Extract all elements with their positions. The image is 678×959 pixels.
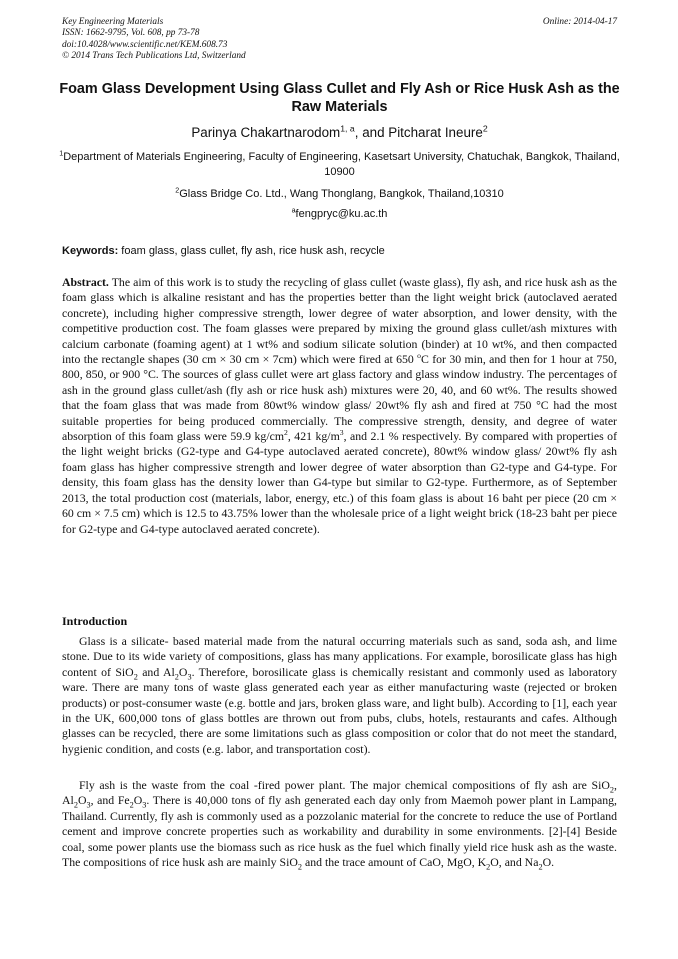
abstract (62, 275, 617, 537)
abstract-text-2: C for 30 min, and then for 1 hour at 750, 800, 850, or 900 °C. The sources of glass cullet were art glass factory and glass window industry. The percentages of ash in the ground glass cullet/ash (fly ash or rice husk ash) mixtures were 20, 40, and 60 wt%. The results showed that the foam glass that was made from 80wt% window glass/ 20wt% fly ash and fired at 750 °C had the most suitable properties for being produced commercially. The compressive strength, density, and degree of water absorption of this foam glass were 59.9 kg/cm (62, 352, 618, 444)
section-heading-introduction: Introduction (62, 614, 128, 628)
author-1: Parinya Chakartnarodom (191, 125, 341, 140)
p2-text-i: O. (542, 855, 555, 870)
abstract-text-3: , 421 kg/m (287, 429, 340, 444)
journal-copyright: © 2014 Trans Tech Publications Ltd, Switzerland (62, 50, 246, 61)
p1-text-d: . Therefore, borosilicate glass is chemically resistant and commonly used as laboratory ware. There are many tons of waste glass generated each year as either manufacturing waste (rejected or broken products) or post-consumer waste (e.g. bottle and jars, broken glass ware, and light bulb). According to [1], each year in the UK, 600,000 tons of glass bottles are thrown out from pubs, clubs, hotels, restaurants and cafes. Although glasses can be recycled, there are some limitations such as glass composition or color that do not meet the standard, hygienic condition, and costs (e.g. labor, and transportation cost). (62, 664, 617, 756)
affiliation-1-mark: 1 (59, 149, 64, 158)
keywords-label: Keywords: (62, 245, 119, 257)
affiliation-2-text: Glass Bridge Co. Ltd., Wang Thonglang, Bangkok, Thailand,10310 (179, 188, 504, 200)
squared-mark: 2 (284, 428, 288, 438)
p2-text-g: and the trace amount of CaO, MgO, K (302, 855, 487, 870)
p2-text-e: O (133, 793, 143, 808)
abstract-text-4: , and 2.1 % respectively. By compared with properties of the light weight bricks (G2-type and G4-type autoclaved aerated concrete), 80wt% window glass/ 20wt% fly ash foam glass has higher compressive strength and lower degree of water absorption than G2-type and G4-type. For density, this foam glass has the density lower than G4-type but similar to G2-type. Furthermore, as of September 2013, the total production cost (materials, labor, energy, etc.) of this foam glass is about 16 baht per piece (20 cm × 60 cm × 7.5 cm) which is 12.5 to 43.75% lower than the wholesale price of a light weight brick (18-23 baht per piece for G2-type and G4-type autoclaved aerated concrete). (62, 429, 618, 536)
abstract-text-1: The aim of this work is to study the recycling of glass cullet (waste glass), fly ash, and rice husk ash as the foam glass which is alkaline resistant and has the properties better than the light weight brick (autoclaved aerated concrete), including higher compressive strength, lower degree of water absorption, and lower density, with the competitive production cost. The foam glasses were prepared by mixing the ground glass cullet/ash mixtures with calcium carbonate (foaming agent) at 1 wt% and sodium silicate solution (binder) at 10 wt%, and then compacted into the rectangle shapes (30 cm × 30 cm × 7cm) which were fired at 650 (62, 275, 617, 367)
author-2: Pitcharat Ineure (388, 125, 483, 140)
corresponding-email (58, 207, 621, 222)
p2-text-b: , Al (62, 778, 617, 808)
intro-paragraph-2 (62, 778, 617, 870)
p2-text-f: . There is 40,000 tons of fly ash generated each day only from Maemoh power plant in Lampang, Thailand. Currently, fly ash is commonly used as a pozzolanic material for the concrete to reduce the use of Portland cement and improve concrete properties such as workability and durability in some environments. [2]-[4] Beside coal, some power plants use the biomass such as rice husk as the fuel which finally yield rice husk ash as the waste. The compositions of rice husk ash are mainly SiO (62, 793, 617, 870)
p2-sub-d: 2 (129, 800, 134, 810)
p2-sub-h: 2 (538, 862, 543, 872)
author-line (58, 124, 621, 141)
affiliation-2 (58, 187, 621, 202)
affiliation-2-mark: 2 (175, 186, 180, 195)
journal-header (62, 17, 617, 62)
author-1-marks: 1, a (340, 123, 355, 134)
cubed-mark: 3 (339, 428, 344, 438)
journal-issn: ISSN: 1662-9795, Vol. 608, pp 73-78 (62, 28, 200, 39)
intro-paragraph-1 (62, 634, 617, 757)
p2-text-h: O, and Na (490, 855, 539, 870)
email-mark: a (291, 206, 296, 215)
p1-text-c: O (178, 664, 188, 679)
p2-sub-f: 2 (297, 862, 303, 872)
p2-sub-c: 3 (86, 800, 91, 810)
p2-text-d: , and Fe (90, 793, 130, 808)
p2-sub-a: 2 (609, 785, 615, 795)
journal-name: Key Engineering Materials (62, 17, 164, 27)
journal-doi: doi:10.4028/www.scientific.net/KEM.608.73 (62, 39, 228, 50)
p1-text-a: Glass is a silicate- based material made from the natural occurring materials such as sand, soda ash, and lime stone. Due to its wide variety of compositions, glass has many applications. For example, borosilicate glass has high content of SiO (62, 634, 617, 679)
p2-sub-b: 2 (73, 800, 78, 810)
affiliation-1 (58, 150, 621, 180)
author-joiner: , and (354, 125, 389, 140)
keywords-text: foam glass, glass cullet, fly ash, rice husk ash, recycle (118, 245, 385, 257)
author-2-marks: 2 (482, 123, 488, 134)
abstract-label: Abstract. (62, 275, 109, 289)
online-date: Online: 2014-04-17 (542, 17, 617, 27)
email-address: fengpryc@ku.ac.th (295, 208, 388, 220)
p1-text-b: and Al (137, 664, 175, 679)
degree-mark: o (417, 351, 421, 361)
p2-text-c: O (77, 793, 87, 808)
keywords (62, 244, 617, 258)
affiliation-1-text: Department of Materials Engineering, Faculty of Engineering, Kasetsart University, Chatuchak, Bangkok, Thailand, 10900 (63, 151, 620, 178)
p1-sub-c: 3 (187, 672, 192, 682)
p1-sub-a: 2 (133, 672, 138, 682)
p2-sub-g: 2 (486, 862, 491, 872)
p2-text-a: Fly ash is the waste from the coal -fired power plant. The major chemical compositions of fly ash are SiO (79, 778, 610, 792)
p2-sub-e: 3 (142, 800, 147, 810)
paper-title: Foam Glass Development Using Glass Cullet and Fly Ash or Rice Husk Ash as the Raw Materials (59, 81, 620, 115)
p1-sub-b: 2 (174, 672, 179, 682)
